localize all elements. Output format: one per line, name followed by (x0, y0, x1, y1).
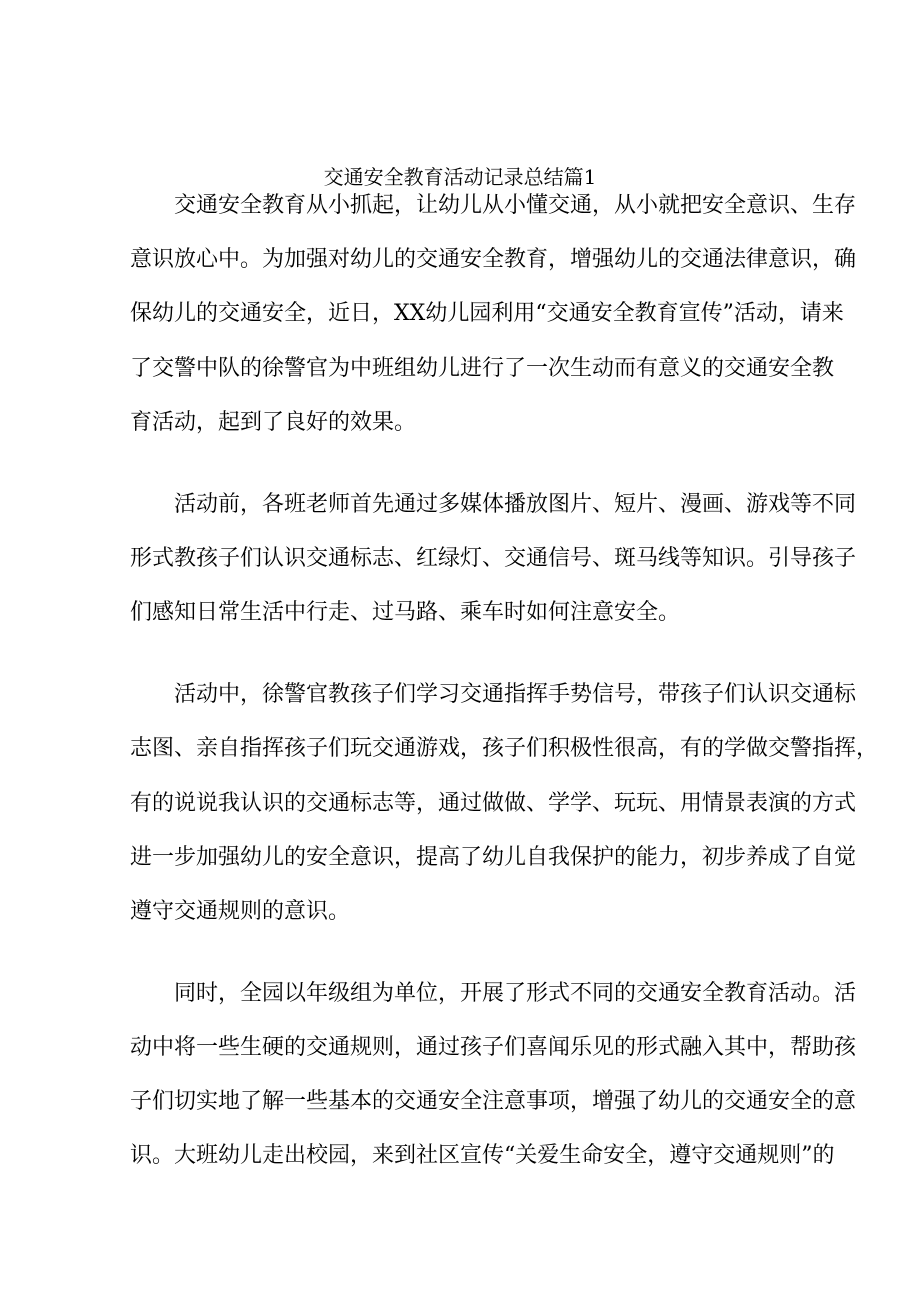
paragraph-line: 形式教孩子们认识交通标志、红绿灯、交通信号、斑马线等知识。引导孩子 (130, 546, 857, 571)
paragraph-line: 动中将一些生硬的交通规则，通过孩子们喜闻乐见的形式融入其中，帮助孩 (130, 1035, 857, 1060)
paragraph-line: 活动中，徐警官教孩子们学习交通指挥手势信号，带孩子们认识交通标 (174, 682, 857, 707)
paragraph-line: 同时，全园以年级组为单位，开展了形式不同的交通安全教育活动。活 (174, 981, 857, 1006)
paragraph-line: 育活动，起到了良好的效果。 (130, 410, 417, 435)
paragraph-line: 们感知日常生活中行走、过马路、乘车时如何注意安全。 (130, 600, 681, 625)
paragraph-line: 意识放心中。为加强对幼儿的交通安全教育，增强幼儿的交通法律意识，确 (130, 247, 857, 272)
paragraph-line: 遵守交通规则的意识。 (130, 899, 351, 924)
paragraph-line: 志图、亲自指挥孩子们玩交通游戏，孩子们积极性很高，有的学做交警指挥， (130, 736, 879, 761)
paragraph-line: 有的说说我认识的交通标志等，通过做做、学学、玩玩、用情景表演的方式 (130, 791, 857, 816)
paragraph-line: 活动前，各班老师首先通过多媒体播放图片、短片、漫画、游戏等不同 (174, 492, 857, 517)
paragraph-line: 交通安全教育从小抓起，让幼儿从小懂交通，从小就把安全意识、生存 (174, 193, 857, 218)
paragraph-line: 子们切实地了解一些基本的交通安全注意事项，增强了幼儿的交通安全的意 (130, 1089, 857, 1114)
paragraph-line: 了交警中队的徐警官为中班组幼儿进行了一次生动而有意义的交通安全教 (130, 356, 835, 381)
paragraph-line: 识。大班幼儿走出校园，来到社区宣传“关爱生命安全，遵守交通规则”的 (130, 1143, 835, 1168)
paragraph-line: 进一步加强幼儿的安全意识，提高了幼儿自我保护的能力，初步养成了自觉 (130, 845, 857, 870)
paragraph-line: 保幼儿的交通安全，近日，XX幼儿园利用“交通安全教育宣传”活动，请来 (130, 301, 844, 326)
document-title: 交通安全教育活动记录总结篇1 (323, 165, 597, 189)
